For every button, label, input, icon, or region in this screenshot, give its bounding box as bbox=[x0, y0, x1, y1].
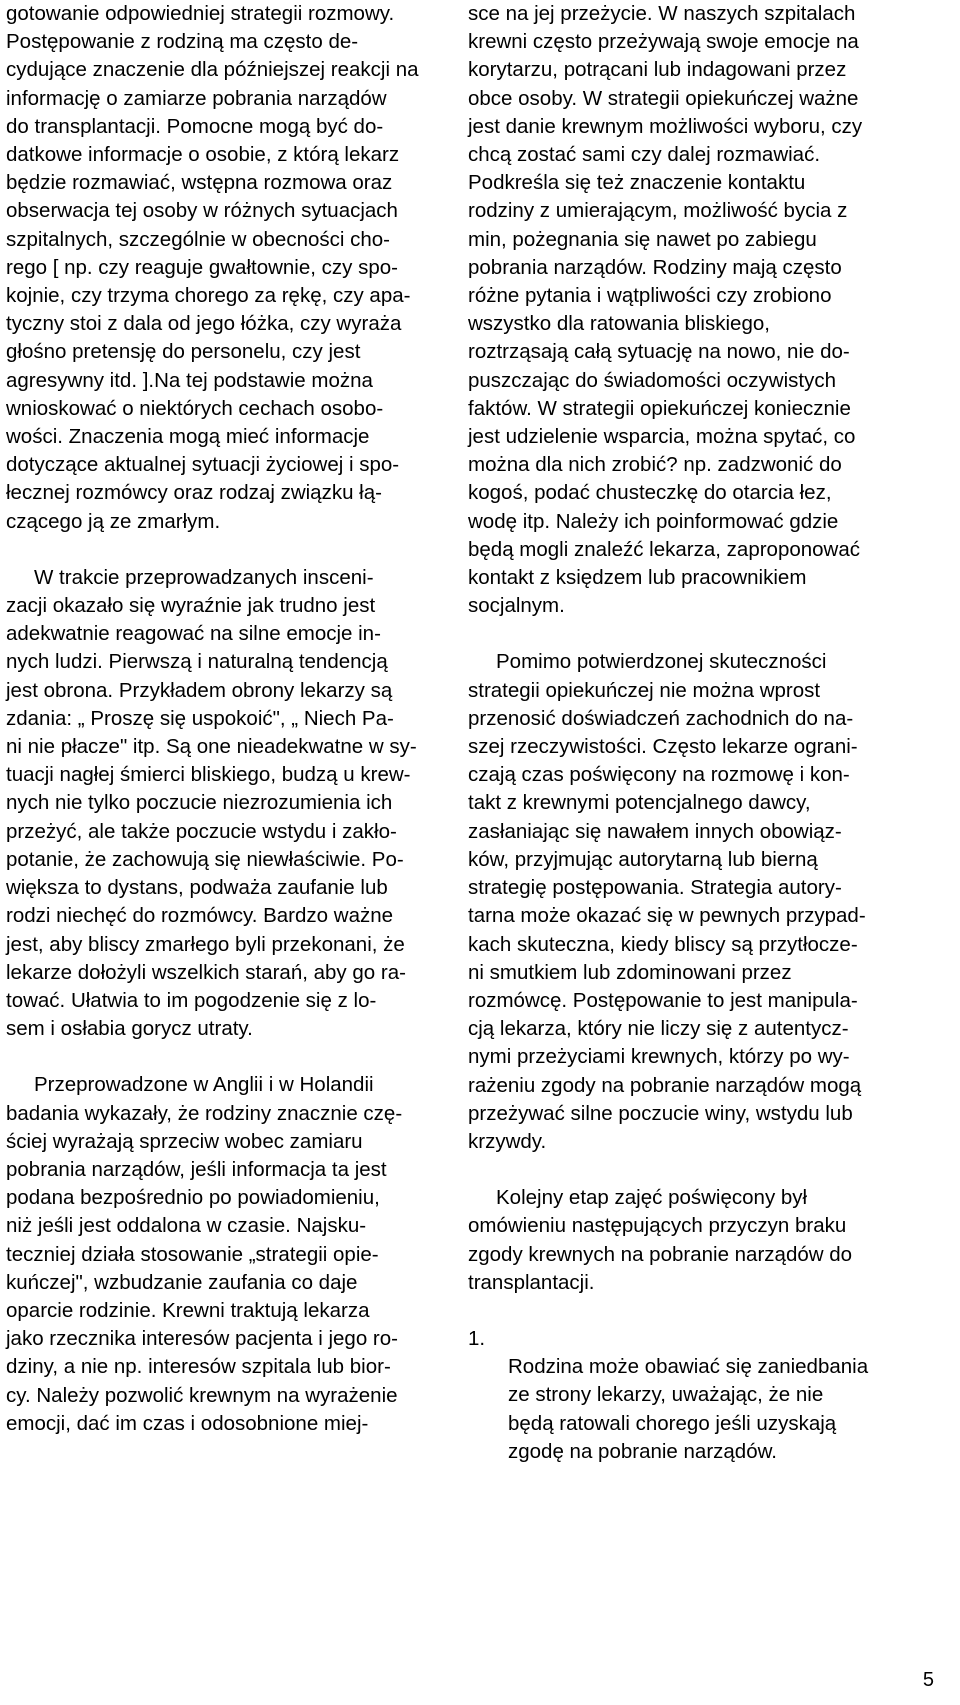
paragraph: sce na jej przeżycie. W naszych szpitalach krewni często przeżywają swoje emocje na korytarzu, potrącani lub indagowani przez obce osoby. W strategii opiekuńczej ważne jest danie krewnym możliwości wyboru, czy chcą zostać sami czy dalej rozmawiać. Podkreśla się też znaczenie kontaktu rodziny z umierającym, możliwość bycia z min, pożegnania się nawet po zabiegu pobrania narządów. Rodziny mają często różne pytania i wątpliwości czy zrobiono wszystko dla ratowania bliskiego, roztrząsają całą sytuację na nowo, nie do- puszczając do świadomości oczywistych faktów. W strategii opiekuńczej koniecznie jest udzielenie wsparcia, można spytać, co można dla nich zrobić? np. zadzwonić do kogoś, podać chusteczkę do otarcia łez, wodę itp. Należy ich poinformować gdzie będą mogli znaleźć lekarza, zaproponować kontakt z księdzem lub pracownikiem socjalnym. bbox=[468, 2, 863, 618]
paragraph: Pomimo potwierdzonej skuteczności strategii opiekuńczej nie można wprost przenosić doświadczeń zachodnich do na- szej rzeczywistości. Często lekarze ograni- czają czas poświęcony na rozmowę i kon- takt z krewnymi potencjalnego dawcy, zasłaniając się nawałem innych obowiąz- ków, przyjmując autorytarną lub bierną strategię postępowania. Strategia autory- tarna może okazać się w pewnych przypad- kach skuteczna, kiedy bliscy są przytłocze- ni smutkiem lub zdominowani przez rozmówcę. Postępowanie to jest manipula- cją lekarza, który nie liczy się z autentycz- nymi przeżyciami krewnych, którzy po wy- rażeniu zgody na pobranie narządów mogą przeżywać silne poczucie winy, wstydu lub krzywdy. bbox=[468, 650, 866, 1153]
right-column bbox=[468, 0, 898, 1466]
list-item-text: Rodzina może obawiać się zaniedbania ze strony lekarzy, uważając, że nie będą ratowali chorego jeśli uzyskają zgodę na pobranie narządów. bbox=[508, 1355, 869, 1463]
list-item bbox=[468, 1325, 898, 1466]
paragraph: Przeprowadzone w Anglii i w Holandii badania wykazały, że rodziny znacznie czę- ściej wyrażają sprzeciw wobec zamiaru pobrania narządów, jeśli informacja ta jest podana bezpośrednio po powiadomieniu, niż jeśli jest oddalona w czasie. Najsku- teczniej działa stosowanie „strategii opie- kuńczej", wzbudzanie zaufania co daje oparcie rodzinie. Krewni traktują lekarza jako rzecznika interesów pacjenta i jego ro- dziny, a nie np. interesów szpitala lub bior- cy. Należy pozwolić krewnym na wyrażenie emocji, dać im czas i odosobnione miej- bbox=[6, 1073, 403, 1435]
left-column bbox=[6, 0, 428, 1438]
paragraph: gotowanie odpowiedniej strategii rozmowy. Postępowanie z rodziną ma często de- cydujące znaczenie dla późniejszej reakcji na informację o zamiarze pobrania narządów do transplantacji. Pomocne mogą być do- datkowe informacje o osobie, z którą lekarz będzie rozmawiać, wstępna rozmowa oraz obserwacja tej osoby w różnych sytuacjach szpitalnych, szczególnie w obecności cho- rego [ np. czy reaguje gwałtownie, czy spo- kojnie, czy trzyma chorego za rękę, czy apa- tyczny stoi z dala od jego łóżka, czy wyraża głośno pretensję do personelu, czy jest agresywny itd. ].Na tej podstawie można wnioskować o niektórych cechach osobo- wości. Znaczenia mogą mieć informacje dotyczące aktualnej sytuacji życiowej i spo- łecznej rozmówcy oraz rodzaj związku łą- czącego ją ze zmarłym. bbox=[6, 2, 419, 533]
page-number: 5 bbox=[922, 1669, 934, 1691]
numbered-list bbox=[468, 1325, 898, 1466]
paragraph: Kolejny etap zajęć poświęcony był omówieniu następujących przyczyn braku zgody krewnych na pobranie narządów do transplantacji. bbox=[468, 1186, 853, 1294]
list-item-number: 1. bbox=[468, 1326, 486, 1350]
paragraph: W trakcie przeprowadzanych insceni- zacji okazało się wyraźnie jak trudno jest adekwatnie reagować na silne emocje in- nych ludzi. Pierwszą i naturalną tendencją jest obrona. Przykładem obrony lekarzy są zdania: „ Proszę się uspokoić", „ Niech Pa- ni nie płacze" itp. Są one nieadekwatne w sy- tuacji nagłej śmierci bliskiego, budzą u krew- nych nie tylko poczucie niezrozumienia ich przeżyć, ale także poczucie wstydu i zakło- potanie, że zachowują się niewłaściwie. Po- większa to dystans, podważa zaufanie lub rodzi niechęć do rozmówcy. Bardzo ważne jest, aby bliscy zmarłego byli przekonani, że lekarze dołożyli wszelkich starań, aby go ra- tować. Ułatwia to im pogodzenie się z lo- sem i osłabia gorycz utraty. bbox=[6, 565, 417, 1041]
